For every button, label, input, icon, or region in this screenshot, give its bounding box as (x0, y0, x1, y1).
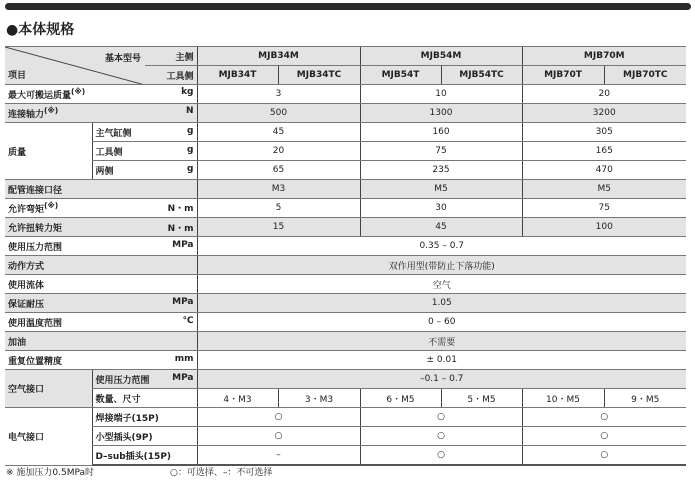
cell-text: 数量、尺寸 (92, 389, 197, 408)
cell-text: 470 (522, 161, 686, 180)
cell-text: mm (174, 353, 194, 364)
cell-text: 连接轴力 (8, 110, 45, 120)
cell-text: 3・M3 (278, 389, 360, 408)
cell-text: ○ (360, 427, 522, 446)
cell-text: 5 (197, 199, 360, 218)
model-header: MJB54M (360, 47, 522, 66)
cell-text: 配管连接口径 (5, 180, 197, 199)
cell-text: 45 (360, 218, 522, 237)
cell-text: 动作方式 (5, 256, 197, 275)
top-rule (5, 3, 691, 10)
cell-text: 工具侧 (95, 147, 123, 158)
row-lube (5, 332, 686, 351)
cell-text: – (197, 446, 360, 466)
cell-text: M5 (360, 180, 522, 199)
cell-text: 双作用型(带防止下落功能) (197, 256, 686, 275)
cell-text: ○ (197, 408, 360, 427)
cell-text: MPa (172, 239, 194, 250)
section-title: ●本体规格 (6, 22, 75, 38)
row-torque (5, 218, 686, 237)
cell-text: N・m (167, 223, 194, 234)
row-repeat (5, 351, 686, 370)
row-moment (5, 199, 686, 218)
cell-text: 6・M5 (360, 389, 441, 408)
cell-text: 工具侧 (145, 66, 197, 85)
cell-text: M5 (522, 180, 686, 199)
cell-text: 质量 (5, 123, 92, 180)
cell-text: (※) (71, 87, 86, 96)
cell-text: N・m (167, 204, 194, 214)
row-fluid (5, 275, 686, 294)
table-cell (92, 142, 197, 161)
cell-text: MJB70TC (604, 66, 686, 85)
cell-text: 45 (197, 123, 360, 142)
row-elec (5, 408, 686, 427)
row-port (5, 180, 686, 199)
cell-text: ℃ (182, 315, 194, 326)
cell-text: 305 (522, 123, 686, 142)
table-row (5, 389, 686, 408)
cell-text: 235 (360, 161, 522, 180)
cell-text: MPa (172, 372, 194, 383)
cell-text: 空气 (197, 275, 686, 294)
cell-text: 使用温度范围 (8, 318, 63, 329)
cell-text: 75 (522, 199, 686, 218)
row-mass (5, 123, 686, 142)
table-cell (92, 123, 197, 142)
cell-text: 最大可搬运质量 (8, 91, 72, 101)
cell-text: ○ (522, 427, 686, 446)
row-action (5, 256, 686, 275)
row-air (5, 370, 686, 389)
row-proof (5, 294, 686, 313)
cell-text: 项目 (8, 71, 27, 81)
row-pressure (5, 237, 686, 256)
table-row (5, 142, 686, 161)
cell-text: 3200 (522, 104, 686, 123)
table-row (5, 47, 686, 66)
cell-text: ○ (197, 427, 360, 446)
cell-text: N (185, 106, 194, 116)
cell-text: 500 (197, 104, 360, 123)
cell-text: 20 (197, 142, 360, 161)
cell-text: 1.05 (197, 294, 686, 313)
cell-text: 基本型号 (104, 54, 141, 64)
row-temp (5, 313, 686, 332)
cell-text: 75 (360, 142, 522, 161)
cell-text: D–sub插头(15P) (92, 446, 197, 466)
cell-text: M3 (197, 180, 360, 199)
cell-text: g (187, 125, 194, 136)
cell-text: 165 (522, 142, 686, 161)
corner-cell (5, 47, 145, 85)
cell-text: (※) (44, 106, 59, 115)
table-row (5, 161, 686, 180)
cell-text: 加油 (5, 332, 197, 351)
cell-text: –0.1 – 0.7 (197, 370, 686, 389)
cell-text: 1300 (360, 104, 522, 123)
cell-text: 20 (522, 85, 686, 104)
cell-text: 65 (197, 161, 360, 180)
cell-text: MJB34T (197, 66, 278, 85)
cell-text: 10 (360, 85, 522, 104)
cell-text: 焊接端子(15P) (92, 408, 197, 427)
cell-text: MJB70T (522, 66, 604, 85)
model-header: MJB70M (522, 47, 686, 66)
row-payload (5, 85, 686, 104)
cell-text: ○ (360, 446, 522, 466)
cell-text: g (187, 163, 194, 174)
cell-text: ○ (522, 446, 686, 466)
cell-text: MJB34TC (278, 66, 360, 85)
cell-text: 重复位置精度 (8, 356, 63, 367)
table-cell (5, 351, 197, 370)
cell-text: ○ (360, 408, 522, 427)
cell-text: g (187, 144, 194, 155)
table-cell (5, 199, 197, 218)
cell-text: 10・M5 (522, 389, 604, 408)
footnote: ※ 施加压力0.5MPa时 (6, 468, 95, 478)
table-row (5, 427, 686, 446)
table-cell (5, 294, 197, 313)
cell-text: 15 (197, 218, 360, 237)
cell-text: 4・M3 (197, 389, 278, 408)
table-cell (5, 313, 197, 332)
cell-text: MPa (172, 296, 194, 307)
cell-text: 主侧 (145, 47, 197, 66)
model-header: MJB34M (197, 47, 360, 66)
cell-text: 两侧 (95, 166, 114, 177)
table-row (5, 446, 686, 466)
cell-text: kg (181, 87, 194, 97)
cell-text: 使用压力范围 (95, 375, 150, 386)
cell-text: 电气接口 (5, 408, 92, 466)
cell-text: 3 (197, 85, 360, 104)
cell-text: 5・M5 (441, 389, 522, 408)
cell-text: 30 (360, 199, 522, 218)
cell-text: 保证耐压 (8, 299, 45, 310)
cell-text: ○ (522, 408, 686, 427)
cell-text: MJB54T (360, 66, 441, 85)
cell-text: 100 (522, 218, 686, 237)
cell-text: 使用压力范围 (8, 242, 63, 253)
cell-text: 0 – 60 (197, 313, 686, 332)
table-cell (5, 85, 197, 104)
cell-text: 空气接口 (5, 370, 92, 408)
cell-text: MJB54TC (441, 66, 522, 85)
cell-text: 主气缸侧 (95, 128, 132, 139)
table-cell (5, 237, 197, 256)
table-cell (92, 370, 197, 389)
table-cell (5, 104, 197, 123)
cell-text: 小型插头(9P) (92, 427, 197, 446)
table-cell (92, 161, 197, 180)
cell-text: (※) (44, 201, 59, 210)
cell-text: 9・M5 (604, 389, 686, 408)
cell-text: 160 (360, 123, 522, 142)
cell-text: 允许扭转力矩 (8, 223, 63, 234)
cell-text: 允许弯矩 (8, 205, 45, 215)
row-axial (5, 104, 686, 123)
table-cell (5, 218, 197, 237)
cell-text: 0.35 – 0.7 (197, 237, 686, 256)
cell-text: 不需要 (197, 332, 686, 351)
cell-text: ± 0.01 (197, 351, 686, 370)
spec-table (5, 46, 686, 466)
cell-text: 使用流体 (5, 275, 197, 294)
legend-note: ○：可选择、–：不可选择 (170, 468, 273, 478)
